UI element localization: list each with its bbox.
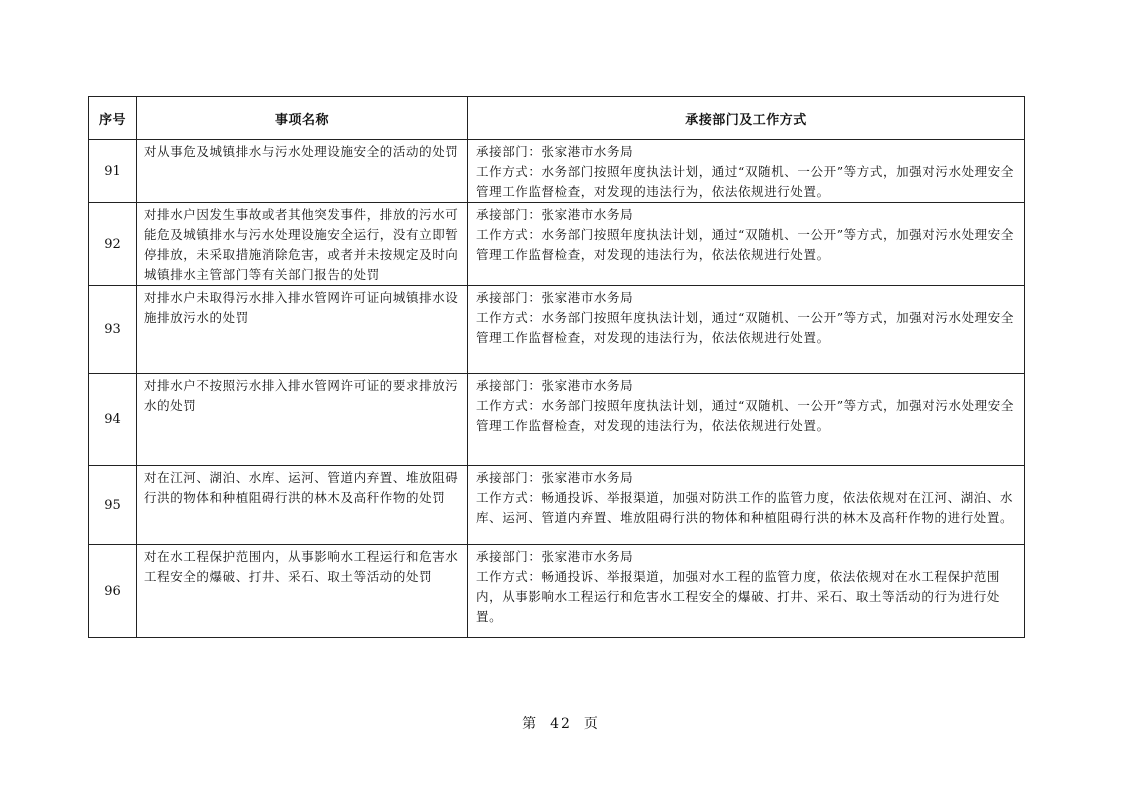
method-text: 工作方式：畅通投诉、举报渠道，加强对水工程的监管力度，依法依规对在水工程保护范围内，从事影响水工程运行和危害水工程安全的爆破、打井、采石、取土等活动的行为进行处置。 [476, 569, 1001, 624]
page-footer [0, 713, 1122, 733]
page-prefix: 第 [522, 716, 539, 732]
method-text: 工作方式：水务部门按照年度执法计划，通过“双随机、一公开”等方式，加强对污水处理安全管理工作监督检查，对发现的违法行为，依法依规进行处置。 [476, 164, 1014, 199]
dept-method-cell [468, 545, 1025, 638]
row-number: 92 [89, 203, 137, 286]
method-text: 工作方式：水务部门按照年度执法计划，通过“双随机、一公开”等方式，加强对污水处理安全管理工作监督检查，对发现的违法行为，依法依规进行处置。 [476, 310, 1014, 345]
method-text: 工作方式：畅通投诉、举报渠道，加强对防洪工作的监管力度，依法依规对在江河、湖泊、水库、运河、管道内弃置、堆放阻碍行洪的物体和种植阻碍行洪的林木及高秆作物的进行处置。 [476, 490, 1014, 525]
table-row [89, 545, 1025, 638]
table-row [89, 140, 1025, 203]
header-no: 序号 [89, 97, 137, 140]
dept-text: 承接部门：张家港市水务局 [476, 549, 634, 564]
dept-method-cell [468, 140, 1025, 203]
method-text: 工作方式：水务部门按照年度执法计划，通过“双随机、一公开”等方式，加强对污水处理安全管理工作监督检查，对发现的违法行为，依法依规进行处置。 [476, 398, 1014, 433]
item-name: 对排水户因发生事故或者其他突发事件，排放的污水可能危及城镇排水与污水处理设施安全运行，没有立即暂停排放，未采取措施消除危害，或者并未按规定及时向城镇排水主管部门等有关部门报告的处罚 [137, 203, 468, 286]
table-row [89, 466, 1025, 545]
dept-method-cell [468, 374, 1025, 466]
page-number: 42 [550, 716, 572, 732]
dept-text: 承接部门：张家港市水务局 [476, 207, 634, 222]
method-text: 工作方式：水务部门按照年度执法计划，通过“双随机、一公开”等方式，加强对污水处理安全管理工作监督检查，对发现的违法行为，依法依规进行处置。 [476, 227, 1014, 262]
page-suffix: 页 [583, 716, 600, 732]
table-row [89, 286, 1025, 374]
row-number: 94 [89, 374, 137, 466]
header-item-name: 事项名称 [137, 97, 468, 140]
table-header-row [89, 97, 1025, 140]
item-name: 对排水户不按照污水排入排水管网许可证的要求排放污水的处罚 [137, 374, 468, 466]
row-number: 96 [89, 545, 137, 638]
table-row [89, 203, 1025, 286]
dept-method-cell [468, 466, 1025, 545]
dept-text: 承接部门：张家港市水务局 [476, 144, 634, 159]
dept-method-cell [468, 203, 1025, 286]
item-name: 对在江河、湖泊、水库、运河、管道内弃置、堆放阻碍行洪的物体和种植阻碍行洪的林木及高秆作物的处罚 [137, 466, 468, 545]
row-number: 91 [89, 140, 137, 203]
item-name: 对在水工程保护范围内，从事影响水工程运行和危害水工程安全的爆破、打井、采石、取土等活动的处罚 [137, 545, 468, 638]
row-number: 95 [89, 466, 137, 545]
dept-text: 承接部门：张家港市水务局 [476, 470, 634, 485]
dept-text: 承接部门：张家港市水务局 [476, 290, 634, 305]
row-number: 93 [89, 286, 137, 374]
items-table [88, 96, 1025, 638]
dept-method-cell [468, 286, 1025, 374]
header-dept-method: 承接部门及工作方式 [468, 97, 1025, 140]
table-row [89, 374, 1025, 466]
dept-text: 承接部门：张家港市水务局 [476, 378, 634, 393]
item-name: 对排水户未取得污水排入排水管网许可证向城镇排水设施排放污水的处罚 [137, 286, 468, 374]
item-name: 对从事危及城镇排水与污水处理设施安全的活动的处罚 [137, 140, 468, 203]
